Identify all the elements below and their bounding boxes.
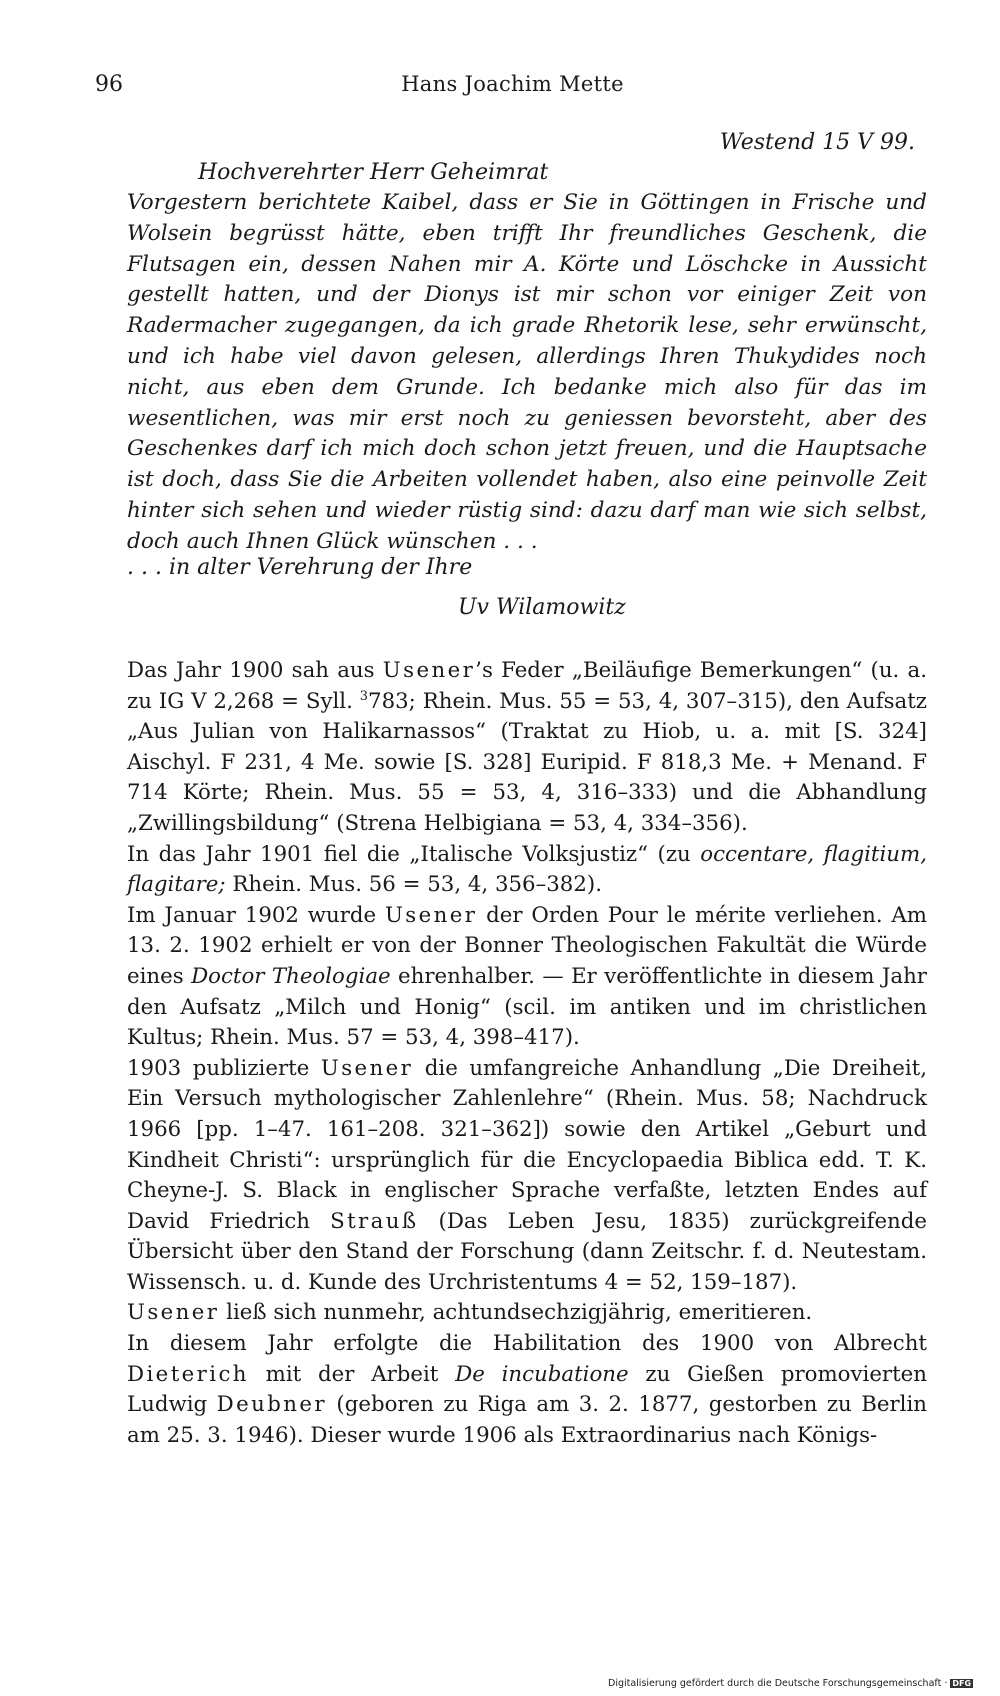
text-run: ließ sich nunmehr, achtundsechzigjährig, emeritieren. [219, 1300, 813, 1326]
text-run: der Orden Pour le mérite verliehen. Am 13. 2. 1902 erhielt er von der Bonner Theologischen Fakultät die Würde eines [127, 902, 927, 989]
name-usener: Usener [382, 658, 476, 683]
text-run: Rhein. Mus. 56 = 53, 4, 356–382). [225, 872, 602, 898]
paragraph-1901 [127, 840, 927, 901]
text-run: Im Januar 1902 wurde [127, 902, 385, 928]
text-run: (geboren zu Riga am 3. 2. 1877, gestorben zu Berlin am 25. 3. 1946). Dieser wurde 1906 als Extraordinarius nach Königs- [127, 1392, 927, 1448]
letter-body: Vorgestern berichtete Kaibel, dass er Sie in Göttingen in Frische und Wolsein begrüsst hätte, eben trifft Ihr freundliches Geschenk, die Flutsagen ein, dessen Nahen mir A. Körte und Löschcke in Aussicht gestellt hatten, und der Dionys ist mir schon vor einiger Zeit von Radermacher zugegangen, da ich grade Rhetorik lese, sehr erwünscht, und ich habe viel davon gelesen, allerdings Ihren Thukydides noch nicht, aus eben dem Grunde. Ich bedanke mich also für das im wesentlichen, was mir erst noch zu geniessen bevorsteht, aber des Geschenkes darf ich mich doch schon jetzt freuen, und die Hauptsache ist doch, dass Sie die Arbeiten vollendet haben, also eine peinvolle Zeit hinter sich sehen und wieder rüstig sind: dazu darf man wie sich selbst, doch auch Ihnen Glück wünschen . . . [127, 190, 927, 554]
page-header [95, 72, 930, 108]
text-run: 1903 publizierte [127, 1055, 321, 1081]
paragraph-emeritus [127, 1298, 927, 1329]
paragraph-1903 [127, 1054, 927, 1299]
name-dieterich: Dieterich [127, 1361, 249, 1387]
letter-dateline: Westend 15 V 99. [719, 130, 915, 155]
italic-term: occentare, flagitium, flagitare; [127, 841, 927, 898]
letter-signature: Uv Wilamowitz [458, 595, 626, 620]
letter-salutation: Hochverehrter Herr Geheimrat [198, 160, 549, 185]
text-run: die umfangreiche Anhandlung „Die Dreiheit, Ein Versuch mythologischer Zahlenlehre“ (Rhein. Mus. 58; Nachdruck 1966 [pp. 1–47. 161–208. 321–362]) sowie den Artikel „Geburt und Kindheit Christi“: ursprünglich für die Encyclopaedia Biblica edd. T. K. Cheyne-J. S. Black in englischer Sprache verfaßte, letzten Endes auf David Friedrich [127, 1055, 927, 1234]
superscript: 3 [359, 688, 369, 704]
text-run: zu Gießen promovierten Ludwig [127, 1361, 927, 1418]
page-number: 96 [95, 72, 123, 97]
dfg-logo: DFG [952, 1679, 972, 1688]
text-run: Das Jahr 1900 sah aus [127, 658, 383, 683]
paragraph-1902 [127, 901, 927, 1054]
italic-term: Doctor Theologiae [191, 963, 391, 989]
text-run: 783; Rhein. Mus. 55 = 53, 4, 307–315), den Aufsatz „Aus Julian von Halikarnassos“ (Traktat zu Hiob, u. a. mit [S. 324] Aischyl. F 231, 4 Me. sowie [S. 328] Euripid. F 818,3 Me. + Menand. F 714 Körte; Rhein. Mus. 55 = 53, 4, 316–333) und die Abhandlung „Zwillingsbildung“ (Strena Helbigiana = 53, 4, 334–356). [127, 688, 927, 836]
paragraph-1900 [127, 656, 927, 840]
text-run: (Das Leben Jesu, 1835) zurückgreifende Übersicht über den Stand der Forschung (dann Zeitschr. f. d. Neutestam. Wissensch. u. d. Kunde des Urchristentums 4 = 52, 159–187). [127, 1208, 928, 1295]
text-run: In diesem Jahr erfolgte die Habilitation des 1900 von Albrecht [127, 1331, 927, 1357]
name-usener: Usener [320, 1055, 414, 1081]
text-run: ehrenhalber. — Er veröffentlichte in diesem Jahr den Aufsatz „Milch und Honig“ (scil. im antiken und im christlichen Kultus; Rhein. Mus. 57 = 53, 4, 398–417). [127, 963, 927, 1051]
italic-term: De incubatione [455, 1361, 629, 1387]
name-usener: Usener [127, 1300, 220, 1326]
text-run: In das Jahr 1901 fiel die „Italische Volksjustiz“ (zu [127, 841, 701, 867]
text-run: mit der Arbeit [248, 1361, 456, 1387]
main-text [127, 656, 927, 1451]
letter-closing: . . . in alter Verehrung der Ihre [127, 555, 473, 580]
name-usener: Usener [384, 902, 478, 928]
credit-text: Digitalisierung gefördert durch die Deutsche Forschungsgemeinschaft · [608, 1678, 948, 1689]
paragraph-habilitation [127, 1329, 927, 1451]
name-deubner: Deubner [216, 1392, 327, 1418]
name-strauss: Strauß [330, 1208, 419, 1234]
digitization-credit [608, 1678, 988, 1689]
running-head: Hans Joachim Mette [401, 72, 624, 96]
text-run: ’s Feder „Beiläufige Bemerkungen“ (u. a. zu IG V 2,268 = Syll. [127, 658, 927, 714]
